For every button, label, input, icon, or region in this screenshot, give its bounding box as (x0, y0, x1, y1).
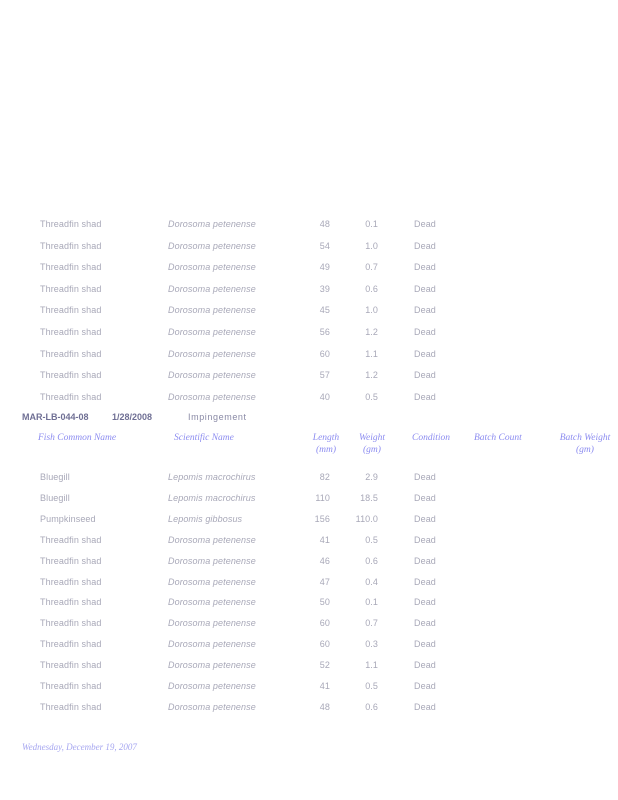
condition-cell: Dead (414, 262, 436, 273)
table-row (0, 577, 618, 591)
weight-cell: 0.6 (365, 701, 378, 712)
length-cell: 52 (319, 660, 330, 671)
common-name-cell: Threadfin shad (40, 219, 102, 229)
length-cell: 156 (314, 513, 330, 524)
table-row (0, 241, 618, 255)
header-weight (352, 432, 392, 456)
condition-cell: Dead (414, 240, 436, 251)
header-length-unit: (mm) (315, 445, 337, 455)
report-date-footer: Wednesday, December 19, 2007 (22, 742, 137, 752)
weight-cell: 18.5 (360, 492, 378, 503)
weight-cell: 0.1 (365, 219, 378, 229)
length-cell: 46 (319, 555, 330, 566)
weight-cell: 110.0 (355, 513, 378, 524)
common-name-cell: Threadfin shad (40, 348, 102, 359)
length-cell: 39 (319, 283, 330, 294)
scientific-name-cell: Lepomis gibbosus (168, 513, 243, 524)
condition-cell: Dead (414, 327, 436, 337)
condition-cell: Dead (414, 472, 436, 482)
scientific-name-cell: Dorosoma petenense (168, 348, 256, 359)
length-cell: 82 (319, 472, 330, 482)
condition-cell: Dead (414, 639, 436, 650)
scientific-name-cell: Dorosoma petenense (168, 305, 256, 316)
table-row (0, 392, 618, 406)
weight-cell: 1.0 (365, 305, 378, 316)
scientific-name-cell: Dorosoma petenense (168, 391, 256, 402)
common-name-cell: Threadfin shad (40, 327, 102, 337)
weight-cell: 0.5 (365, 534, 378, 545)
condition-cell: Dead (414, 492, 436, 503)
scientific-name-cell: Dorosoma petenense (168, 639, 256, 650)
table-row (0, 618, 618, 632)
condition-cell: Dead (414, 555, 436, 566)
scientific-name-cell: Dorosoma petenense (168, 283, 256, 294)
sample-type: Impingement (188, 412, 247, 422)
common-name-cell: Bluegill (40, 472, 70, 482)
scientific-name-cell: Dorosoma petenense (168, 597, 256, 608)
condition-cell: Dead (414, 618, 436, 629)
length-cell: 41 (319, 681, 330, 691)
condition-cell: Dead (414, 305, 436, 316)
header-batch-weight-label: Batch Weight (559, 433, 611, 443)
table-row (0, 535, 618, 549)
common-name-cell: Threadfin shad (40, 555, 102, 566)
table-row (0, 493, 618, 507)
length-cell: 41 (319, 534, 330, 545)
weight-cell: 1.2 (365, 370, 378, 381)
header-length-label: Length (312, 433, 340, 443)
length-cell: 60 (319, 348, 330, 359)
common-name-cell: Pumpkinseed (40, 513, 96, 524)
scientific-name-cell: Dorosoma petenense (168, 327, 256, 337)
header-batch-weight (552, 432, 618, 456)
table-row (0, 262, 618, 276)
header-common-name: Fish Common Name (38, 433, 117, 443)
weight-cell: 0.7 (365, 618, 378, 629)
table-row (0, 284, 618, 298)
scientific-name-cell: Lepomis macrochirus (168, 472, 256, 482)
condition-cell: Dead (414, 701, 436, 712)
length-cell: 48 (319, 219, 330, 229)
weight-cell: 2.9 (365, 472, 378, 482)
condition-cell: Dead (414, 513, 436, 524)
scientific-name-cell: Dorosoma petenense (168, 219, 256, 229)
condition-cell: Dead (414, 576, 436, 587)
header-batch-weight-unit: (gm) (576, 445, 594, 455)
table-row (0, 219, 618, 233)
scientific-name-cell: Dorosoma petenense (168, 555, 256, 566)
table-row (0, 681, 618, 695)
table-row (0, 349, 618, 363)
length-cell: 40 (319, 391, 330, 402)
common-name-cell: Threadfin shad (40, 391, 102, 402)
table-row (0, 702, 618, 716)
length-cell: 47 (319, 576, 330, 587)
common-name-cell: Threadfin shad (40, 240, 102, 251)
sample-code: MAR-LB-044-08 (22, 412, 89, 422)
weight-cell: 0.6 (365, 283, 378, 294)
weight-cell: 0.6 (365, 555, 378, 566)
scientific-name-cell: Dorosoma petenense (168, 534, 256, 545)
scientific-name-cell: Dorosoma petenense (168, 370, 256, 381)
length-cell: 50 (319, 597, 330, 608)
scientific-name-cell: Dorosoma petenense (168, 262, 256, 273)
table-row (0, 597, 618, 611)
common-name-cell: Bluegill (40, 492, 70, 503)
common-name-cell: Threadfin shad (40, 534, 102, 545)
weight-cell: 1.1 (365, 660, 378, 671)
common-name-cell: Threadfin shad (40, 283, 102, 294)
header-weight-label: Weight (358, 433, 386, 443)
common-name-cell: Threadfin shad (40, 262, 102, 273)
condition-cell: Dead (414, 219, 436, 229)
scientific-name-cell: Dorosoma petenense (168, 660, 256, 671)
common-name-cell: Threadfin shad (40, 681, 102, 691)
weight-cell: 0.7 (365, 262, 378, 273)
condition-cell: Dead (414, 370, 436, 381)
condition-cell: Dead (414, 348, 436, 359)
header-scientific-name: Scientific Name (174, 433, 234, 443)
length-cell: 110 (315, 492, 330, 503)
common-name-cell: Threadfin shad (40, 370, 102, 381)
length-cell: 45 (319, 305, 330, 316)
weight-cell: 1.0 (365, 240, 378, 251)
common-name-cell: Threadfin shad (40, 597, 102, 608)
length-cell: 54 (319, 240, 330, 251)
common-name-cell: Threadfin shad (40, 618, 102, 629)
common-name-cell: Threadfin shad (40, 660, 102, 671)
table-row (0, 556, 618, 570)
weight-cell: 1.2 (365, 327, 378, 337)
length-cell: 56 (319, 327, 330, 337)
common-name-cell: Threadfin shad (40, 576, 102, 587)
condition-cell: Dead (414, 681, 436, 691)
scientific-name-cell: Dorosoma petenense (168, 618, 256, 629)
table-row (0, 370, 618, 384)
common-name-cell: Threadfin shad (40, 701, 102, 712)
length-cell: 49 (319, 262, 330, 273)
table-row (0, 660, 618, 674)
length-cell: 48 (319, 701, 330, 712)
scientific-name-cell: Dorosoma petenense (168, 701, 256, 712)
weight-cell: 0.3 (365, 639, 378, 650)
header-condition: Condition (412, 433, 451, 443)
weight-cell: 0.5 (365, 681, 378, 691)
table-row (0, 639, 618, 653)
weight-cell: 0.4 (365, 576, 378, 587)
length-cell: 57 (319, 370, 330, 381)
table-row (0, 514, 618, 528)
condition-cell: Dead (414, 391, 436, 402)
sample-date: 1/28/2008 (112, 412, 153, 422)
common-name-cell: Threadfin shad (40, 639, 102, 650)
weight-cell: 1.1 (365, 348, 378, 359)
header-weight-unit: (gm) (363, 445, 381, 455)
condition-cell: Dead (414, 534, 436, 545)
weight-cell: 0.1 (365, 597, 378, 608)
scientific-name-cell: Dorosoma petenense (168, 576, 256, 587)
condition-cell: Dead (414, 283, 436, 294)
length-cell: 60 (319, 618, 330, 629)
table-row (0, 305, 618, 319)
weight-cell: 0.5 (365, 391, 378, 402)
table-row (0, 472, 618, 486)
length-cell: 60 (319, 639, 330, 650)
header-length (306, 432, 346, 456)
scientific-name-cell: Dorosoma petenense (168, 240, 256, 251)
condition-cell: Dead (414, 597, 436, 608)
condition-cell: Dead (414, 660, 436, 671)
scientific-name-cell: Dorosoma petenense (168, 681, 256, 691)
scientific-name-cell: Lepomis macrochirus (168, 492, 256, 503)
header-batch-count: Batch Count (474, 433, 522, 443)
common-name-cell: Threadfin shad (40, 305, 102, 316)
table-row (0, 327, 618, 341)
